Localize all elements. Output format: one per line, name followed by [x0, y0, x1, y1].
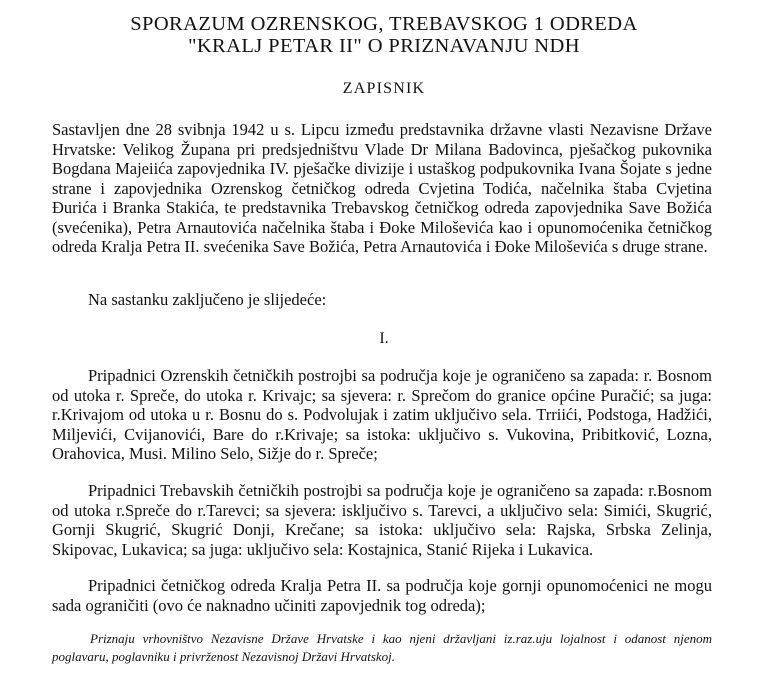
- section-numeral: I.: [379, 330, 389, 347]
- italic-note: Priznaju vrhovništvo Nezavisne Države Hrvatske i kao njeni državljani iz.raz.uju lojalnost i odanost njenom poglavaru, poglavniku i privrženost Nezavisnoj Državi Hrvatskoj.: [52, 631, 712, 664]
- section-paragraph-trebava: Pripadnici Trebavskih četničkih postrojbi sa područja koje je ograničeno sa zapada: r.Bosnom od utoka r.Spreče do r.Tarevci; sa sjevera: isključivo s. Tarevci, a uključivo sela: Simići, Skugrić, Gornji Skugrić, Skugrić Donji, Krečane; sa istoka: uključivo sela: Rajska, Srbska Zelinja, Skipovac, Lukavica; sa juga: uključivo sela: Kostajnica, Stanić Rijeka i Lukavica.: [52, 481, 712, 559]
- document-title-line-1: SPORAZUM OZRENSKOG, TREBAVSKOG 1 ODREDA: [130, 13, 638, 35]
- document-title-line-2: "KRALJ PETAR II" O PRIZNAVANJU NDH: [188, 35, 580, 57]
- intro-paragraph: Sastavljen dne 28 svibnja 1942 u s. Lipcu između predstavnika državne vlasti Nezavisne Države Hrvatske: Velikog Župana pri predsjedništvu Vlade Dr Milana Badovinca, pješačkog pukovnika Bogdana Majeiića zapovjednika IV. pješačke divizije i ustaškog podpukovnika Ivana Šojate s jedne strane i zapovjednika Ozrenskog četničkog odreda Cvjetina Todića, načelnika štaba Cvjetina Đurića i Branka Stakića, te predstavnika Trebavskog četničkog odreda zapovjednika Save Božića (svećenika), Petra Arnautovića načelnika štaba i Đoke Miloševića kao i opunomoćenika četničkog odreda Kralja Petra II. svećenika Save Božića, Petra Arnautovića i Đoke Miloševića s druge strane.: [52, 120, 712, 256]
- document-subtitle: ZAPISNIK: [342, 80, 426, 97]
- section-paragraph-ozren: Pripadnici Ozrenskih četničkih postrojbi sa područja koje je ograničeno sa zapada: r. Bosnom od utoka r. Spreče, do utoka r. Krivajc; sa sjevera: r. Sprečom do granice općine Puračić; sa juga: r.Krivajom od utoka u r. Bosnu do s. Podvolujak i zatim uključivo sela. Trriići, Podstoga, Hadžići, Miljevići, Cvijanovići, Bare do r.Krivaje; sa istoka: uključivo s. Vukovina, Pribitković, Lozna, Orahovica, Musi. Milino Selo, Sižje do r. Spreče;: [52, 366, 712, 463]
- meeting-conclusion-line: Na sastanku zaključeno je slijedeće:: [88, 290, 327, 309]
- section-paragraph-kralj-petar: Pripadnici četničkog odreda Kralja Petra II. sa područja koje gornji opunomoćenici ne mogu sada ograničiti (ovo će naknadno učiniti zapovjednik tog odreda);: [52, 576, 712, 615]
